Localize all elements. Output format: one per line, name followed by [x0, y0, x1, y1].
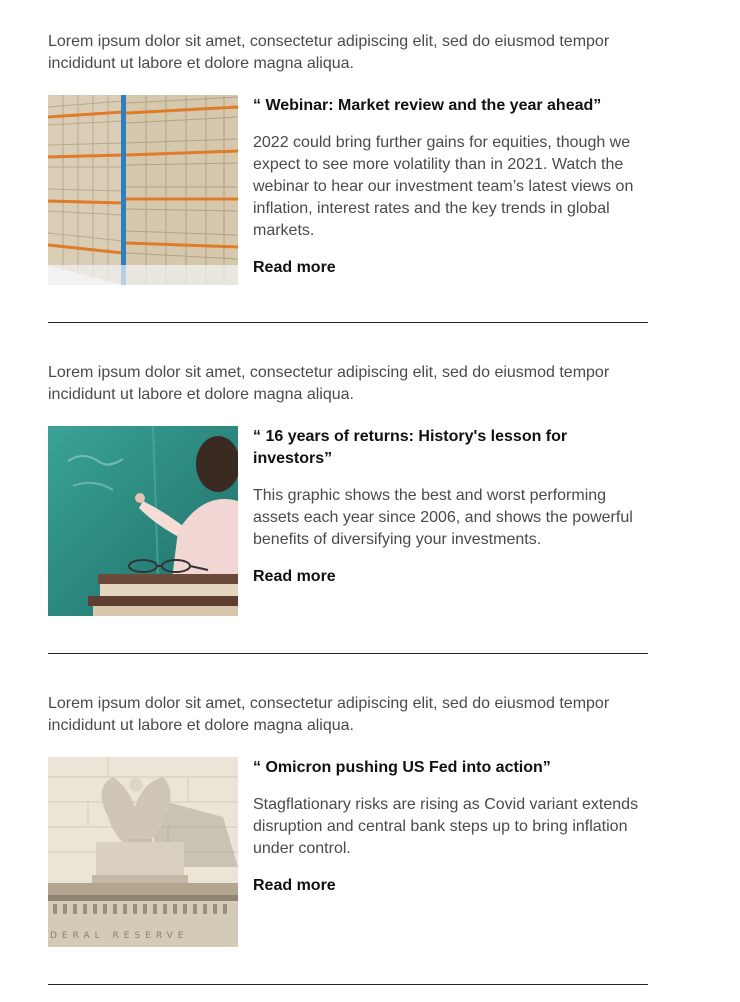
- article-description: This graphic shows the best and worst performing assets each year since 2006, and shows the powerful benefits of diversifying your investments.: [253, 487, 633, 548]
- teacher-chalkboard-image: [48, 426, 238, 616]
- article-section: [48, 693, 648, 947]
- article-intro: Lorem ipsum dolor sit amet, consectetur adipiscing elit, sed do eiusmod tempor incididunt ut labore et dolore magna aliqua.: [48, 695, 610, 734]
- article-title[interactable]: “ Omicron pushing US Fed into action”: [253, 759, 551, 776]
- article-body: [253, 757, 648, 897]
- section-divider: [48, 322, 648, 323]
- section-divider: [48, 984, 648, 985]
- article-body: [253, 95, 648, 279]
- read-more-link[interactable]: Read more: [253, 877, 336, 894]
- engraved-inscription: DERAL RESERVE: [50, 931, 189, 941]
- article-intro: Lorem ipsum dolor sit amet, consectetur adipiscing elit, sed do eiusmod tempor incididunt ut labore et dolore magna aliqua.: [48, 33, 610, 72]
- article-section: [48, 31, 648, 285]
- archive-shelves-image: [48, 95, 238, 285]
- article-title[interactable]: “ 16 years of returns: History's lesson for investors”: [253, 428, 568, 467]
- article-card: [48, 757, 648, 947]
- article-section: [48, 362, 648, 616]
- section-divider: [48, 653, 648, 654]
- federal-reserve-eagle-image: [48, 757, 238, 947]
- article-card: [48, 95, 648, 285]
- article-card: [48, 426, 648, 616]
- article-description: Stagflationary risks are rising as Covid variant extends disruption and central bank steps up to bring inflation under control.: [253, 796, 639, 857]
- article-intro: Lorem ipsum dolor sit amet, consectetur adipiscing elit, sed do eiusmod tempor incididunt ut labore et dolore magna aliqua.: [48, 364, 610, 403]
- article-body: [253, 426, 648, 588]
- article-description: 2022 could bring further gains for equities, though we expect to see more volatility than in 2021. Watch the webinar to hear our investment team’s latest views on inflation, interest rates and the key trends in global markets.: [253, 134, 634, 239]
- read-more-link[interactable]: Read more: [253, 568, 336, 585]
- read-more-link[interactable]: Read more: [253, 259, 336, 276]
- article-title[interactable]: “ Webinar: Market review and the year ahead”: [253, 97, 602, 114]
